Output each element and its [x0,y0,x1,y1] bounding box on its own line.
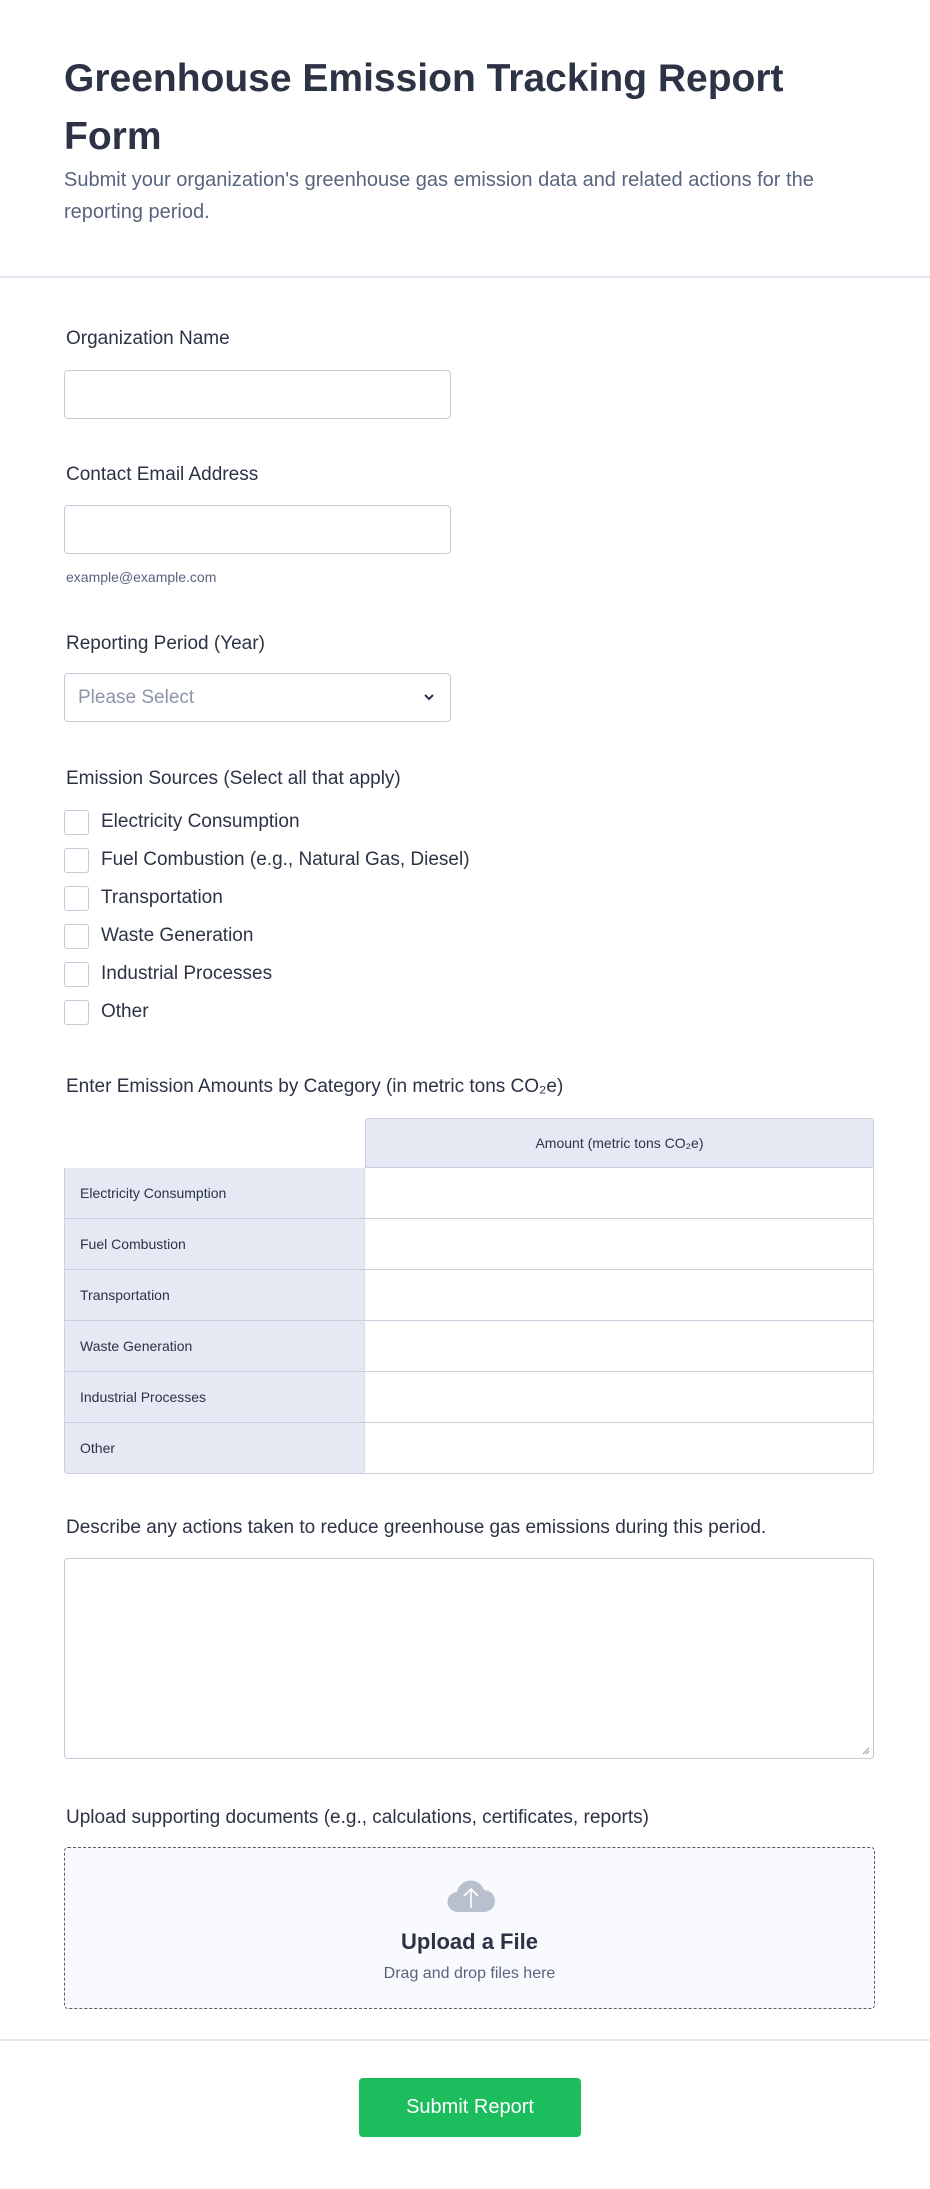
upload-title: Upload a File [401,1929,538,1954]
checkbox-waste[interactable] [64,923,253,949]
checkbox-fuel[interactable] [64,847,470,873]
checkbox-electricity[interactable] [64,809,300,835]
amount-input[interactable] [365,1219,874,1270]
checkbox-label: Other [101,1001,149,1022]
period-label: Reporting Period (Year) [66,633,265,654]
emission-amounts-table [64,1118,874,1474]
amount-input[interactable] [365,1168,874,1219]
page-subtitle: Submit your organization's greenhouse gas emission data and related actions for the reporting period. [64,169,814,223]
row-label: Industrial Processes [64,1372,365,1423]
checkbox[interactable] [64,924,89,949]
blank-header [64,1118,365,1168]
amount-column-header: Amount (metric tons CO₂e) [365,1118,874,1168]
chevron-down-icon [420,688,438,706]
email-input[interactable] [64,505,451,554]
checkbox[interactable] [64,962,89,987]
checkbox-other[interactable] [64,999,149,1025]
amount-input[interactable] [365,1321,874,1372]
checkbox[interactable] [64,1000,89,1025]
actions-textarea[interactable] [64,1558,874,1759]
checkbox-transportation[interactable] [64,885,223,911]
table-row [64,1168,874,1219]
amounts-label: Enter Emission Amounts by Category (in metric tons CO₂e) [66,1076,564,1097]
resize-grip-icon[interactable] [862,1747,870,1755]
cloud-upload-icon [446,1878,496,1914]
row-label: Electricity Consumption [64,1168,365,1219]
row-label: Waste Generation [64,1321,365,1372]
table-row [64,1321,874,1372]
period-select[interactable] [64,673,451,722]
actions-label: Describe any actions taken to reduce greenhouse gas emissions during this period. [66,1517,767,1538]
checkbox[interactable] [64,848,89,873]
table-row [64,1372,874,1423]
amount-input[interactable] [365,1270,874,1321]
upload-label: Upload supporting documents (e.g., calculations, certificates, reports) [66,1807,649,1828]
row-label: Other [64,1423,365,1474]
org-name-input[interactable] [64,370,451,419]
upload-subtitle: Drag and drop files here [383,1965,556,1982]
amount-input[interactable] [365,1372,874,1423]
org-name-label: Organization Name [66,328,230,349]
checkbox-label: Fuel Combustion (e.g., Natural Gas, Diesel) [101,849,470,870]
table-row [64,1219,874,1270]
row-label: Fuel Combustion [64,1219,365,1270]
email-label: Contact Email Address [66,464,259,485]
checkbox-label: Industrial Processes [101,963,273,984]
submit-report-button[interactable]: Submit Report [359,2078,581,2137]
table-row [64,1423,874,1474]
amount-input[interactable] [365,1423,874,1474]
email-hint: example@example.com [66,569,217,585]
checkbox-industrial[interactable] [64,961,272,987]
checkbox[interactable] [64,886,89,911]
header-divider [0,276,930,278]
file-dropzone[interactable] [64,1847,875,2009]
checkbox-label: Transportation [101,887,223,908]
checkbox[interactable] [64,810,89,835]
page-title: Greenhouse Emission Tracking Report Form [64,57,784,158]
checkbox-label: Electricity Consumption [101,811,300,832]
checkbox-label: Waste Generation [101,925,254,946]
footer-divider [0,2039,930,2041]
row-label: Transportation [64,1270,365,1321]
sources-label: Emission Sources (Select all that apply) [66,768,401,789]
period-selected-value: Please Select [78,687,195,708]
table-row [64,1270,874,1321]
